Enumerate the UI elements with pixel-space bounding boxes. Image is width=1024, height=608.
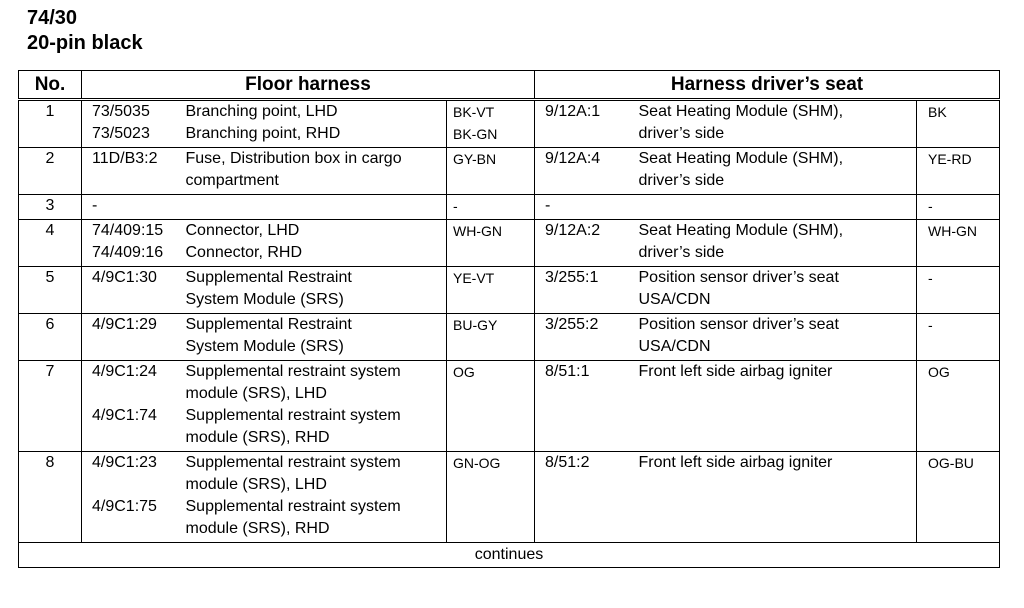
continues-label: continues: [19, 543, 1000, 568]
driver-seat-code-cell: [535, 220, 639, 267]
floor-harness-code: 73/5023: [92, 125, 150, 142]
driver-seat-code-cell: [535, 361, 639, 452]
floor-harness-code: 4/9C1:30: [92, 269, 157, 286]
floor-harness-code-cell: [82, 452, 186, 543]
floor-harness-code: 4/9C1:75: [92, 498, 157, 515]
driver-seat-wire-color: YE-RD: [928, 151, 972, 167]
connector-description: 20-pin black: [27, 32, 143, 54]
floor-harness-wire-color-cell: [447, 452, 535, 543]
column-header-driver-seat-harness: Harness driver’s seat: [535, 71, 1000, 100]
floor-harness-description: Branching point, LHD: [185, 103, 338, 120]
floor-harness-code: 74/409:15: [92, 222, 164, 239]
floor-harness-wire-color: BK-VT: [453, 104, 495, 120]
driver-seat-code: 3/255:2: [545, 316, 599, 333]
driver-seat-description: Seat Heating Module (SHM),: [638, 222, 844, 239]
floor-harness-wire-color-cell: [447, 314, 535, 361]
floor-harness-description: Supplemental Restraint: [185, 269, 352, 286]
floor-harness-code-cell: [82, 267, 186, 314]
floor-harness-code: 4/9C1:23: [92, 454, 157, 471]
connector-id: 74/30: [27, 7, 78, 29]
floor-harness-wire-color: BK-GN: [453, 126, 498, 142]
table-row: [19, 267, 1000, 314]
floor-harness-code: 4/9C1:24: [92, 363, 157, 380]
floor-harness-wire-color-cell: [447, 195, 535, 220]
driver-seat-code: 8/51:2: [545, 454, 590, 471]
driver-seat-code-cell: [535, 148, 639, 195]
driver-seat-description-cell: [639, 220, 917, 267]
driver-seat-code: 9/12A:4: [545, 150, 601, 167]
floor-harness-description-cell: [186, 314, 447, 361]
pin-number: 3: [19, 195, 82, 220]
driver-seat-description-cell: [639, 361, 917, 452]
continues-row: [19, 543, 1000, 568]
floor-harness-code: [92, 518, 186, 540]
driver-seat-wire-color: -: [928, 270, 933, 286]
floor-harness-description: Connector, LHD: [185, 222, 300, 239]
floor-harness-description-cell: [186, 220, 447, 267]
column-header-no: No.: [19, 71, 82, 100]
driver-seat-description-cell: [639, 267, 917, 314]
floor-harness-wire-color: YE-VT: [453, 270, 495, 286]
driver-seat-description: driver’s side: [638, 125, 725, 142]
floor-harness-code: 4/9C1:74: [92, 407, 157, 424]
table-row: [19, 314, 1000, 361]
floor-harness-description: Supplemental restraint system: [185, 454, 401, 471]
driver-seat-wire-color-cell: [917, 195, 1000, 220]
driver-seat-code: 3/255:1: [545, 269, 599, 286]
floor-harness-code-cell: [82, 361, 186, 452]
floor-harness-wire-color: WH-GN: [453, 223, 502, 239]
floor-harness-description: module (SRS), RHD: [185, 520, 330, 537]
driver-seat-description: USA/CDN: [638, 338, 711, 355]
driver-seat-wire-color: OG: [928, 364, 950, 380]
floor-harness-description-cell: [186, 361, 447, 452]
floor-harness-wire-color: -: [453, 198, 458, 214]
pin-number: 1: [19, 100, 82, 148]
driver-seat-code-cell: [535, 452, 639, 543]
driver-seat-wire-color-cell: [917, 220, 1000, 267]
driver-seat-description-cell: [639, 100, 917, 148]
driver-seat-description: driver’s side: [638, 172, 725, 189]
pin-assignment-table: [18, 70, 1000, 568]
driver-seat-code: 9/12A:1: [545, 103, 601, 120]
floor-harness-description: System Module (SRS): [185, 291, 344, 308]
floor-harness-code: 4/9C1:29: [92, 316, 157, 333]
floor-harness-description-cell: [186, 267, 447, 314]
driver-seat-description: Front left side airbag igniter: [638, 454, 833, 471]
driver-seat-description-cell: [639, 314, 917, 361]
table-row: [19, 148, 1000, 195]
floor-harness-description: Connector, RHD: [185, 244, 302, 261]
driver-seat-wire-color: WH-GN: [928, 223, 977, 239]
pin-number: 4: [19, 220, 82, 267]
pin-number: 6: [19, 314, 82, 361]
table-row: [19, 100, 1000, 148]
driver-seat-wire-color-cell: [917, 361, 1000, 452]
floor-harness-description: compartment: [185, 172, 279, 189]
driver-seat-code: 8/51:1: [545, 363, 590, 380]
table-row: [19, 361, 1000, 452]
table-header-row: [19, 71, 1000, 100]
driver-seat-description: [639, 195, 917, 217]
driver-seat-code: 9/12A:2: [545, 222, 601, 239]
floor-harness-code: 11D/B3:2: [92, 150, 158, 167]
driver-seat-code-cell: [535, 195, 639, 220]
floor-harness-code-cell: [82, 148, 186, 195]
driver-seat-code-cell: [535, 100, 639, 148]
floor-harness-description: Supplemental restraint system: [185, 363, 401, 380]
driver-seat-description: Position sensor driver’s seat: [638, 316, 839, 333]
floor-harness-description-cell: [186, 148, 447, 195]
floor-harness-code-cell: [82, 220, 186, 267]
driver-seat-wire-color-cell: [917, 148, 1000, 195]
floor-harness-code: [92, 427, 186, 449]
floor-harness-description: Supplemental Restraint: [185, 316, 352, 333]
driver-seat-wire-color: OG-BU: [928, 455, 974, 471]
table-row: [19, 452, 1000, 543]
floor-harness-wire-color-cell: [447, 267, 535, 314]
floor-harness-description: module (SRS), RHD: [185, 429, 330, 446]
driver-seat-code-cell: [535, 267, 639, 314]
driver-seat-description: USA/CDN: [638, 291, 711, 308]
driver-seat-wire-color: -: [928, 317, 933, 333]
column-header-floor-harness: Floor harness: [82, 71, 535, 100]
pin-number: 5: [19, 267, 82, 314]
driver-seat-wire-color-cell: [917, 267, 1000, 314]
floor-harness-description-cell: [186, 452, 447, 543]
pin-number: 8: [19, 452, 82, 543]
floor-harness-code: 73/5035: [92, 103, 150, 120]
floor-harness-description: Supplemental restraint system: [185, 407, 401, 424]
floor-harness-wire-color: GY-BN: [453, 151, 497, 167]
floor-harness-code-cell: [82, 314, 186, 361]
driver-seat-description: Seat Heating Module (SHM),: [638, 103, 844, 120]
title-block: [27, 6, 143, 56]
floor-harness-code: -: [92, 197, 98, 214]
driver-seat-description: driver’s side: [638, 244, 725, 261]
driver-seat-wire-color-cell: [917, 314, 1000, 361]
driver-seat-description-cell: [639, 195, 917, 220]
floor-harness-description: Supplemental restraint system: [185, 498, 401, 515]
floor-harness-code: 74/409:16: [92, 244, 164, 261]
floor-harness-wire-color: GN-OG: [453, 455, 501, 471]
table-row: [19, 195, 1000, 220]
pin-number: 7: [19, 361, 82, 452]
floor-harness-description-cell: [186, 195, 447, 220]
table-row: [19, 220, 1000, 267]
floor-harness-description-cell: [186, 100, 447, 148]
floor-harness-description: [186, 195, 447, 217]
floor-harness-description: module (SRS), LHD: [185, 385, 327, 402]
floor-harness-code-cell: [82, 195, 186, 220]
floor-harness-wire-color: OG: [453, 364, 475, 380]
floor-harness-description: Branching point, RHD: [185, 125, 341, 142]
driver-seat-description-cell: [639, 452, 917, 543]
floor-harness-wire-color: BU-GY: [453, 317, 498, 333]
floor-harness-description: module (SRS), LHD: [185, 476, 327, 493]
driver-seat-description: Seat Heating Module (SHM),: [638, 150, 844, 167]
driver-seat-wire-color: -: [928, 198, 933, 214]
driver-seat-code: -: [545, 197, 551, 214]
driver-seat-wire-color-cell: [917, 100, 1000, 148]
driver-seat-description: Front left side airbag igniter: [638, 363, 833, 380]
floor-harness-wire-color-cell: [447, 361, 535, 452]
floor-harness-wire-color-cell: [447, 100, 535, 148]
driver-seat-description-cell: [639, 148, 917, 195]
floor-harness-wire-color-cell: [447, 148, 535, 195]
pin-number: 2: [19, 148, 82, 195]
floor-harness-wire-color-cell: [447, 220, 535, 267]
driver-seat-wire-color: BK: [928, 104, 947, 120]
floor-harness-description: Fuse, Distribution box in cargo: [185, 150, 402, 167]
floor-harness-code: [92, 383, 186, 405]
driver-seat-wire-color-cell: [917, 452, 1000, 543]
driver-seat-description: Position sensor driver’s seat: [638, 269, 839, 286]
floor-harness-description: System Module (SRS): [185, 338, 344, 355]
floor-harness-code: [92, 474, 186, 496]
floor-harness-code-cell: [82, 100, 186, 148]
table-body: [19, 100, 1000, 543]
driver-seat-code-cell: [535, 314, 639, 361]
